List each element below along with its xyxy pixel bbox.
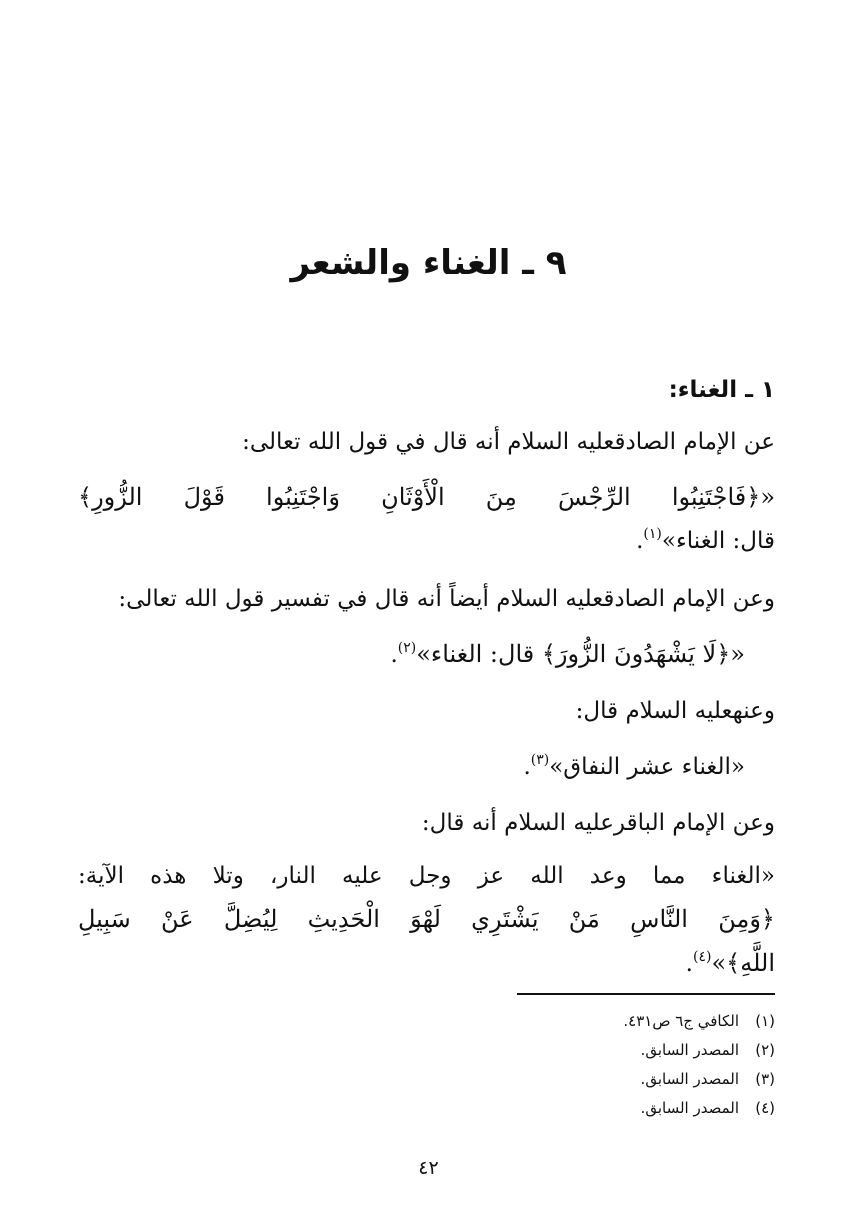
footnote-number: (٢) [755,1041,775,1059]
footnote-3 [623,1066,775,1092]
verse-1-answer: قال: الغناء» [661,528,775,554]
text-line-4: وعن الإمام الصادقعليه السلام أيضاً أنه قال في تفسير قول الله تعالى: [118,586,775,612]
hadith-text: «الغناء عشر النفاق» [549,754,745,780]
footnotes-list [623,1008,775,1124]
footnote-number: (٤) [755,1099,775,1117]
footnote-ref-4: (٤) [692,949,712,965]
section-heading: ١ ـ الغناء: [668,377,775,403]
line-end-period: . [523,754,531,780]
page-number: ٤٢ [418,1157,439,1179]
footnote-ref-1: (١) [643,526,662,542]
quran-verse-1: «﴿فَاجْتَنِبُوا الرِّجْسَ مِنَ الْأَوْثَانِ وَاجْتَنِبُوا قَوْلَ الزُّورِ﴾ [78,483,775,511]
footnote-number: (١) [755,1012,775,1030]
text-line-8: وعن الإمام الباقرعليه السلام أنه قال: [421,810,775,836]
footnote-number: (٣) [755,1070,775,1088]
line-end-period: . [390,642,398,668]
footnote-4 [623,1095,775,1121]
footnote-divider [517,993,775,995]
footnote-text: المصدر السابق. [640,1070,739,1088]
text-line-11 [78,944,775,986]
line-end-period: . [685,951,693,977]
footnote-ref-2: (٢) [397,640,417,656]
text-line-5 [78,635,745,677]
footnote-ref-3: (٣) [530,752,550,768]
footnote-2 [623,1037,775,1063]
quran-verse-3-end: اللَّهِ﴾» [711,949,775,977]
text-line-1: عن الإمام الصادقعليه السلام أنه قال في قول الله تعالى: [242,429,775,455]
line-end-period: . [636,528,644,554]
quran-verse-3: ﴿وَمِنَ النَّاسِ مَنْ يَشْتَرِي لَهْوَ الْحَدِيثِ لِيُضِلَّ عَنْ سَبِيلِ [78,905,775,933]
footnote-text: المصدر السابق. [640,1041,739,1059]
text-line-9: «الغناء مما وعد الله عز وجل عليه النار، وتلا هذه الآية: [78,863,775,889]
chapter-title: ٩ ـ الغناء والشعر [290,243,567,283]
footnote-text: الكافي ج٦ ص٤٣١. [623,1012,739,1030]
footnote-1 [623,1008,775,1034]
footnote-text: المصدر السابق. [640,1099,739,1117]
text-line-3 [78,522,775,563]
text-line-6: وعنهعليه السلام قال: [575,698,775,724]
quran-verse-2: «﴿لَا يَشْهَدُونَ الزُّورَ﴾ قال: الغناء» [416,640,745,668]
text-line-7 [78,748,745,789]
